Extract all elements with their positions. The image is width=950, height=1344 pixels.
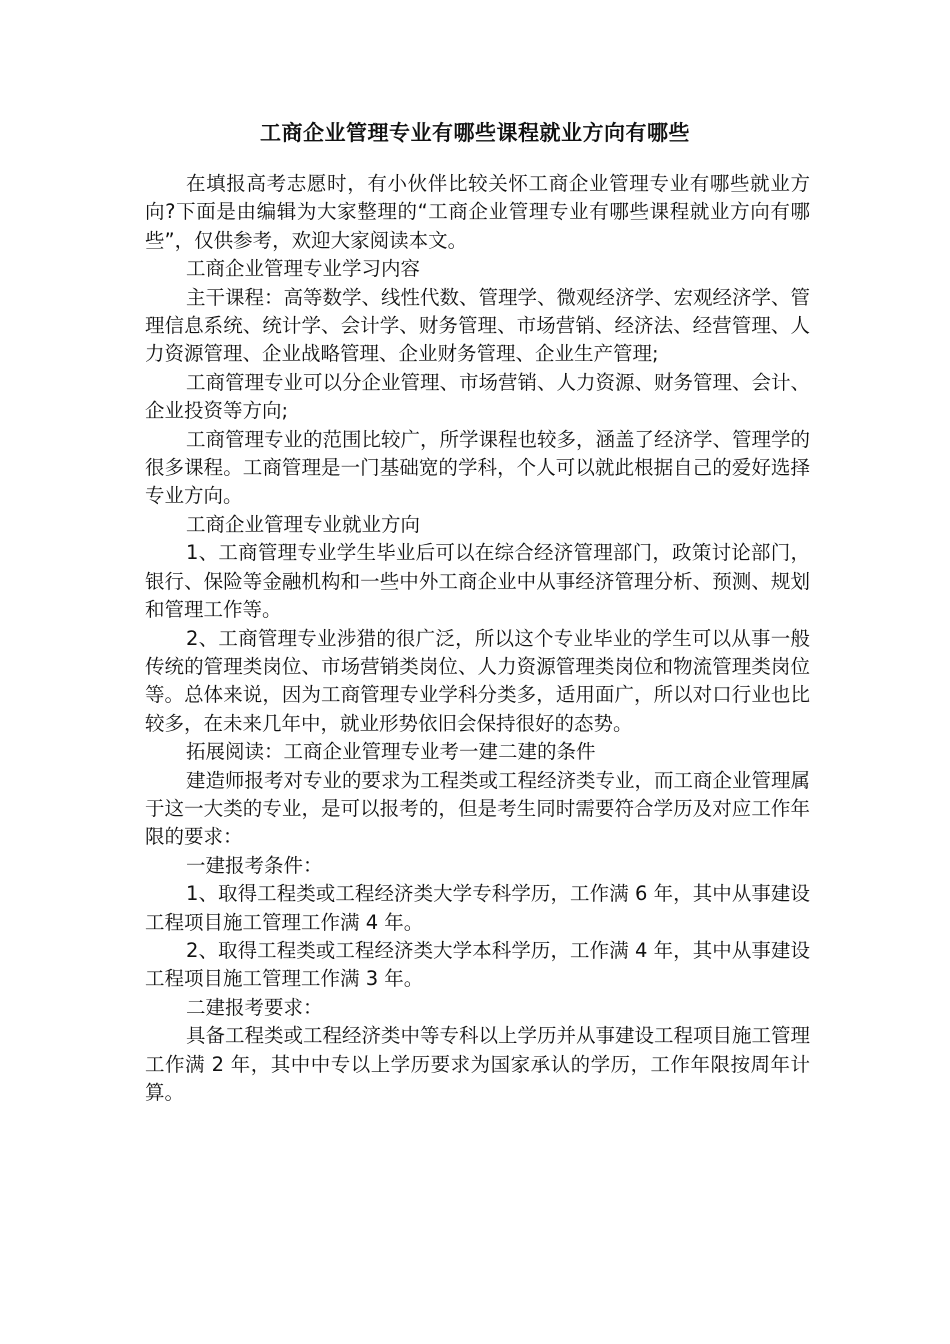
document-title: 工商企业管理专业有哪些课程就业方向有哪些	[260, 121, 690, 145]
heading-study-content: 工商企业管理专业学习内容	[186, 257, 421, 281]
paragraph-constructor-requirements: 建造师报考对专业的要求为工程类或工程经济类专业，而工商企业管理属于这一大类的专业，是可以报考的，但是考生同时需要符合学历及对应工作年限的要求：	[145, 768, 811, 849]
paragraph-scope: 工商管理专业的范围比较广，所学课程也较多，涵盖了经济学、管理学的很多课程。工商管理是一门基础宽的学科，个人可以就此根据自己的爱好选择专业方向。	[145, 427, 811, 508]
heading-extended-reading: 拓展阅读：工商企业管理专业考一建二建的条件	[186, 740, 596, 764]
paragraph-level2-requirement: 具备工程类或工程经济类中等专科以上学历并从事建设工程项目施工管理工作满 2 年，其中中专以上学历要求为国家承认的学历，工作年限按周年计算。	[145, 1024, 811, 1104]
paragraph-employment-2: 2、工商管理专业涉猎的很广泛，所以这个专业毕业的学生可以从事一般传统的管理类岗位、市场营销类岗位、人力资源管理类岗位和物流管理类岗位等。总体来说，因为工商管理专业学科分类多，适用面广，所以对口行业也比较多，在未来几年中，就业形势依旧会保持很好的态势。	[145, 626, 810, 735]
paragraph-level1-condition-1: 1、取得工程类或工程经济类大学专科学历，工作满 6 年，其中从事建设工程项目施工管理工作满 4 年。	[145, 882, 810, 934]
paragraph-level1-condition-2: 2、取得工程类或工程经济类大学本科学历，工作满 4 年，其中从事建设工程项目施工管理工作满 3 年。	[145, 938, 810, 991]
paragraph-intro: 在填报高考志愿时，有小伙伴比较关怀工商企业管理专业有哪些就业方向?下面是由编辑为大家整理的“工商企业管理专业有哪些课程就业方向有哪些”，仅供参考，欢迎大家阅读本文。	[145, 172, 810, 252]
heading-employment: 工商企业管理专业就业方向	[186, 512, 421, 536]
paragraph-employment-1: 1、工商管理专业学生毕业后可以在综合经济管理部门，政策讨论部门，银行、保险等金融机构和一些中外工商企业中从事经济管理分析、预测、规划和管理工作等。	[145, 541, 810, 622]
document-body	[145, 170, 810, 1107]
paragraph-core-courses: 主干课程：高等数学、线性代数、管理学、微观经济学、宏观经济学、管理信息系统、统计学、会计学、财务管理、市场营销、经济法、经营管理、人力资源管理、企业战略管理、企业财务管理、企业生产管理;	[145, 285, 811, 366]
paragraph-directions: 工商管理专业可以分企业管理、市场营销、人力资源、财务管理、会计、企业投资等方向;	[145, 370, 811, 423]
heading-level1-conditions: 一建报考条件：	[186, 853, 323, 877]
heading-level2-requirements: 二建报考要求：	[186, 995, 323, 1019]
